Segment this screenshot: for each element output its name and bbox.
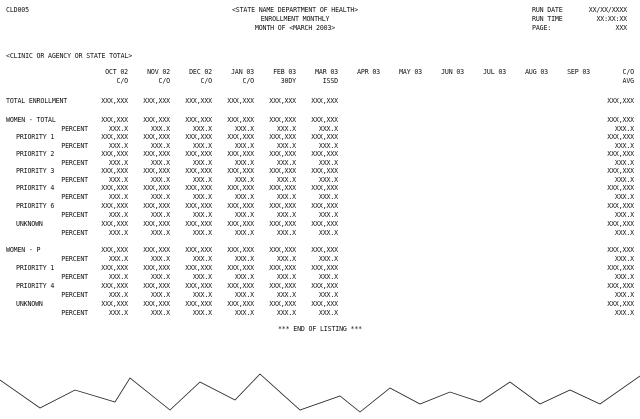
row-label: PRIORITY 1 [16, 133, 55, 141]
count-cell: XXX,XXX [185, 264, 212, 272]
count-cell: XXX,XXX [101, 202, 128, 210]
row-label: PRIORITY 4 [16, 282, 55, 290]
column-header-month: MAY 03 [399, 68, 422, 76]
row-label: PRIORITY 3 [16, 167, 55, 175]
count-cell: XXX,XXX [101, 220, 128, 228]
row-label-percent: PERCENT [61, 291, 88, 299]
column-header-month: AUG 03 [525, 68, 548, 76]
percent-cell: XXX.X [234, 176, 254, 184]
column-header-month: C/O [622, 68, 634, 76]
percent-cell: XXX.X [276, 176, 296, 184]
percent-cell: XXX.X [192, 309, 212, 317]
percent-cell: XXX.X [192, 193, 212, 201]
count-cell: XXX,XXX [607, 97, 634, 105]
percent-cell: XXX.X [318, 291, 338, 299]
percent-cell: XXX.X [108, 309, 128, 317]
percent-cell: XXX.X [614, 309, 634, 317]
percent-cell: XXX.X [318, 273, 338, 281]
column-header-sub: C/O [242, 77, 254, 85]
row-label: PRIORITY 1 [16, 264, 55, 272]
run-date-label: RUN DATE [532, 6, 563, 14]
percent-cell: XXX.X [234, 142, 254, 150]
percent-cell: XXX.X [150, 273, 170, 281]
percent-cell: XXX.X [108, 229, 128, 237]
torn-paper-edge [0, 360, 640, 419]
column-header-sub: C/O [200, 77, 212, 85]
count-cell: XXX,XXX [101, 246, 128, 254]
column-header-month: MAR 03 [315, 68, 338, 76]
count-cell: XXX,XXX [227, 264, 254, 272]
count-cell: XXX,XXX [607, 264, 634, 272]
scope-label: <CLINIC OR AGENCY OR STATE TOTAL> [6, 52, 133, 60]
count-cell: XXX,XXX [143, 300, 170, 308]
count-cell: XXX,XXX [101, 282, 128, 290]
percent-cell: XXX.X [150, 255, 170, 263]
percent-cell: XXX.X [318, 255, 338, 263]
percent-cell: XXX.X [108, 193, 128, 201]
count-cell: XXX,XXX [311, 282, 338, 290]
percent-cell: XXX.X [276, 125, 296, 133]
percent-cell: XXX.X [318, 229, 338, 237]
count-cell: XXX,XXX [311, 202, 338, 210]
percent-cell: XXX.X [614, 255, 634, 263]
count-cell: XXX,XXX [607, 220, 634, 228]
count-cell: XXX,XXX [101, 184, 128, 192]
percent-cell: XXX.X [276, 255, 296, 263]
count-cell: XXX,XXX [607, 282, 634, 290]
count-cell: XXX,XXX [269, 133, 296, 141]
count-cell: XXX,XXX [269, 282, 296, 290]
row-label: WOMEN - TOTAL [6, 116, 56, 124]
percent-cell: XXX.X [150, 211, 170, 219]
percent-cell: XXX.X [276, 291, 296, 299]
count-cell: XXX,XXX [185, 133, 212, 141]
percent-cell: XXX.X [108, 273, 128, 281]
column-header-month: FEB 03 [273, 68, 296, 76]
percent-cell: XXX.X [108, 211, 128, 219]
count-cell: XXX,XXX [143, 202, 170, 210]
count-cell: XXX,XXX [311, 184, 338, 192]
count-cell: XXX,XXX [227, 167, 254, 175]
count-cell: XXX,XXX [101, 97, 128, 105]
count-cell: XXX,XXX [311, 246, 338, 254]
column-header-month: DEC 02 [189, 68, 212, 76]
percent-cell: XXX.X [614, 125, 634, 133]
column-header-month: NOV 02 [147, 68, 170, 76]
count-cell: XXX,XXX [101, 300, 128, 308]
row-label: TOTAL ENROLLMENT [6, 97, 68, 105]
row-label: PRIORITY 6 [16, 202, 55, 210]
percent-cell: XXX.X [614, 142, 634, 150]
percent-cell: XXX.X [150, 125, 170, 133]
percent-cell: XXX.X [276, 273, 296, 281]
percent-cell: XXX.X [234, 255, 254, 263]
percent-cell: XXX.X [108, 176, 128, 184]
count-cell: XXX,XXX [227, 97, 254, 105]
report-title-line-2: ENROLLMENT MONTHLY [260, 15, 330, 23]
count-cell: XXX,XXX [269, 97, 296, 105]
count-cell: XXX,XXX [185, 202, 212, 210]
percent-cell: XXX.X [318, 159, 338, 167]
count-cell: XXX,XXX [101, 264, 128, 272]
column-header-sub: 30DY [280, 77, 296, 85]
count-cell: XXX,XXX [311, 97, 338, 105]
row-label-percent: PERCENT [61, 211, 88, 219]
percent-cell: XXX.X [614, 176, 634, 184]
count-cell: XXX,XXX [143, 150, 170, 158]
row-label-percent: PERCENT [61, 229, 88, 237]
column-header-month: APR 03 [357, 68, 380, 76]
percent-cell: XXX.X [614, 291, 634, 299]
count-cell: XXX,XXX [607, 150, 634, 158]
column-header-month: JAN 03 [231, 68, 254, 76]
row-label: PRIORITY 4 [16, 184, 55, 192]
percent-cell: XXX.X [276, 159, 296, 167]
count-cell: XXX,XXX [185, 220, 212, 228]
count-cell: XXX,XXX [143, 133, 170, 141]
percent-cell: XXX.X [192, 273, 212, 281]
count-cell: XXX,XXX [269, 300, 296, 308]
percent-cell: XXX.X [192, 176, 212, 184]
count-cell: XXX,XXX [185, 282, 212, 290]
row-label: PRIORITY 2 [16, 150, 55, 158]
percent-cell: XXX.X [318, 309, 338, 317]
count-cell: XXX,XXX [227, 220, 254, 228]
percent-cell: XXX.X [150, 159, 170, 167]
count-cell: XXX,XXX [185, 116, 212, 124]
percent-cell: XXX.X [108, 142, 128, 150]
percent-cell: XXX.X [108, 125, 128, 133]
count-cell: XXX,XXX [607, 167, 634, 175]
count-cell: XXX,XXX [269, 246, 296, 254]
column-header-month: JUL 03 [483, 68, 506, 76]
count-cell: XXX,XXX [227, 116, 254, 124]
count-cell: XXX,XXX [143, 97, 170, 105]
count-cell: XXX,XXX [607, 300, 634, 308]
column-header-sub: ISSD [322, 77, 338, 85]
count-cell: XXX,XXX [227, 150, 254, 158]
percent-cell: XXX.X [108, 291, 128, 299]
count-cell: XXX,XXX [143, 282, 170, 290]
column-header-sub: C/O [158, 77, 170, 85]
count-cell: XXX,XXX [311, 220, 338, 228]
percent-cell: XXX.X [192, 142, 212, 150]
run-time-value: XX:XX:XX [596, 15, 627, 23]
percent-cell: XXX.X [192, 255, 212, 263]
page-label: PAGE: [532, 24, 552, 32]
count-cell: XXX,XXX [269, 264, 296, 272]
row-label-percent: PERCENT [61, 176, 88, 184]
count-cell: XXX,XXX [143, 220, 170, 228]
column-header-month: SEP 03 [567, 68, 590, 76]
row-label: UNKNOWN [16, 220, 43, 228]
percent-cell: XXX.X [276, 309, 296, 317]
count-cell: XXX,XXX [269, 184, 296, 192]
column-header-month: JUN 03 [441, 68, 464, 76]
count-cell: XXX,XXX [227, 246, 254, 254]
percent-cell: XXX.X [234, 159, 254, 167]
percent-cell: XXX.X [614, 229, 634, 237]
count-cell: XXX,XXX [143, 184, 170, 192]
percent-cell: XXX.X [192, 229, 212, 237]
percent-cell: XXX.X [318, 125, 338, 133]
count-cell: XXX,XXX [185, 300, 212, 308]
count-cell: XXX,XXX [185, 246, 212, 254]
count-cell: XXX,XXX [227, 300, 254, 308]
percent-cell: XXX.X [192, 125, 212, 133]
count-cell: XXX,XXX [269, 202, 296, 210]
count-cell: XXX,XXX [185, 167, 212, 175]
percent-cell: XXX.X [234, 291, 254, 299]
count-cell: XXX,XXX [143, 167, 170, 175]
count-cell: XXX,XXX [185, 97, 212, 105]
count-cell: XXX,XXX [143, 264, 170, 272]
percent-cell: XXX.X [192, 211, 212, 219]
percent-cell: XXX.X [108, 159, 128, 167]
percent-cell: XXX.X [192, 159, 212, 167]
count-cell: XXX,XXX [269, 116, 296, 124]
column-header-sub: C/O [116, 77, 128, 85]
count-cell: XXX,XXX [607, 202, 634, 210]
count-cell: XXX,XXX [227, 202, 254, 210]
percent-cell: XXX.X [318, 176, 338, 184]
count-cell: XXX,XXX [269, 220, 296, 228]
percent-cell: XXX.X [234, 211, 254, 219]
row-label-percent: PERCENT [61, 193, 88, 201]
count-cell: XXX,XXX [227, 282, 254, 290]
count-cell: XXX,XXX [607, 246, 634, 254]
count-cell: XXX,XXX [607, 133, 634, 141]
column-header-month: OCT 02 [105, 68, 128, 76]
count-cell: XXX,XXX [143, 246, 170, 254]
count-cell: XXX,XXX [311, 150, 338, 158]
count-cell: XXX,XXX [143, 116, 170, 124]
run-date-value: XX/XX/XXXX [588, 6, 627, 14]
percent-cell: XXX.X [276, 193, 296, 201]
percent-cell: XXX.X [318, 193, 338, 201]
row-label-percent: PERCENT [61, 142, 88, 150]
report-id: CLD005 [6, 6, 29, 14]
row-label-percent: PERCENT [61, 309, 88, 317]
count-cell: XXX,XXX [269, 167, 296, 175]
percent-cell: XXX.X [614, 211, 634, 219]
percent-cell: XXX.X [192, 291, 212, 299]
count-cell: XXX,XXX [311, 167, 338, 175]
percent-cell: XXX.X [234, 229, 254, 237]
page-value: XXX [615, 24, 627, 32]
percent-cell: XXX.X [318, 142, 338, 150]
percent-cell: XXX.X [276, 142, 296, 150]
report-title-line-3: MONTH OF <MARCH 2003> [254, 24, 336, 32]
row-label-percent: PERCENT [61, 125, 88, 133]
count-cell: XXX,XXX [185, 150, 212, 158]
count-cell: XXX,XXX [311, 116, 338, 124]
end-of-listing: *** END OF LISTING *** [277, 325, 363, 333]
percent-cell: XXX.X [614, 273, 634, 281]
percent-cell: XXX.X [150, 142, 170, 150]
percent-cell: XXX.X [276, 229, 296, 237]
count-cell: XXX,XXX [185, 184, 212, 192]
percent-cell: XXX.X [234, 193, 254, 201]
count-cell: XXX,XXX [101, 150, 128, 158]
count-cell: XXX,XXX [101, 116, 128, 124]
report-title-line-1: <STATE NAME DEPARTMENT OF HEALTH> [231, 6, 359, 14]
count-cell: XXX,XXX [311, 264, 338, 272]
percent-cell: XXX.X [150, 229, 170, 237]
row-label-percent: PERCENT [61, 273, 88, 281]
column-header-sub: AVG [622, 77, 634, 85]
row-label-percent: PERCENT [61, 255, 88, 263]
percent-cell: XXX.X [234, 309, 254, 317]
count-cell: XXX,XXX [269, 150, 296, 158]
count-cell: XXX,XXX [311, 133, 338, 141]
row-label: WOMEN - P [6, 246, 41, 254]
percent-cell: XXX.X [108, 255, 128, 263]
percent-cell: XXX.X [234, 125, 254, 133]
row-label-percent: PERCENT [61, 159, 88, 167]
row-label: UNKNOWN [16, 300, 43, 308]
count-cell: XXX,XXX [101, 167, 128, 175]
count-cell: XXX,XXX [607, 184, 634, 192]
percent-cell: XXX.X [318, 211, 338, 219]
run-time-label: RUN TIME [532, 15, 563, 23]
percent-cell: XXX.X [150, 193, 170, 201]
percent-cell: XXX.X [150, 291, 170, 299]
count-cell: XXX,XXX [311, 300, 338, 308]
percent-cell: XXX.X [276, 211, 296, 219]
percent-cell: XXX.X [234, 273, 254, 281]
percent-cell: XXX.X [150, 176, 170, 184]
percent-cell: XXX.X [614, 159, 634, 167]
count-cell: XXX,XXX [607, 116, 634, 124]
count-cell: XXX,XXX [227, 133, 254, 141]
percent-cell: XXX.X [614, 193, 634, 201]
count-cell: XXX,XXX [227, 184, 254, 192]
percent-cell: XXX.X [150, 309, 170, 317]
count-cell: XXX,XXX [101, 133, 128, 141]
